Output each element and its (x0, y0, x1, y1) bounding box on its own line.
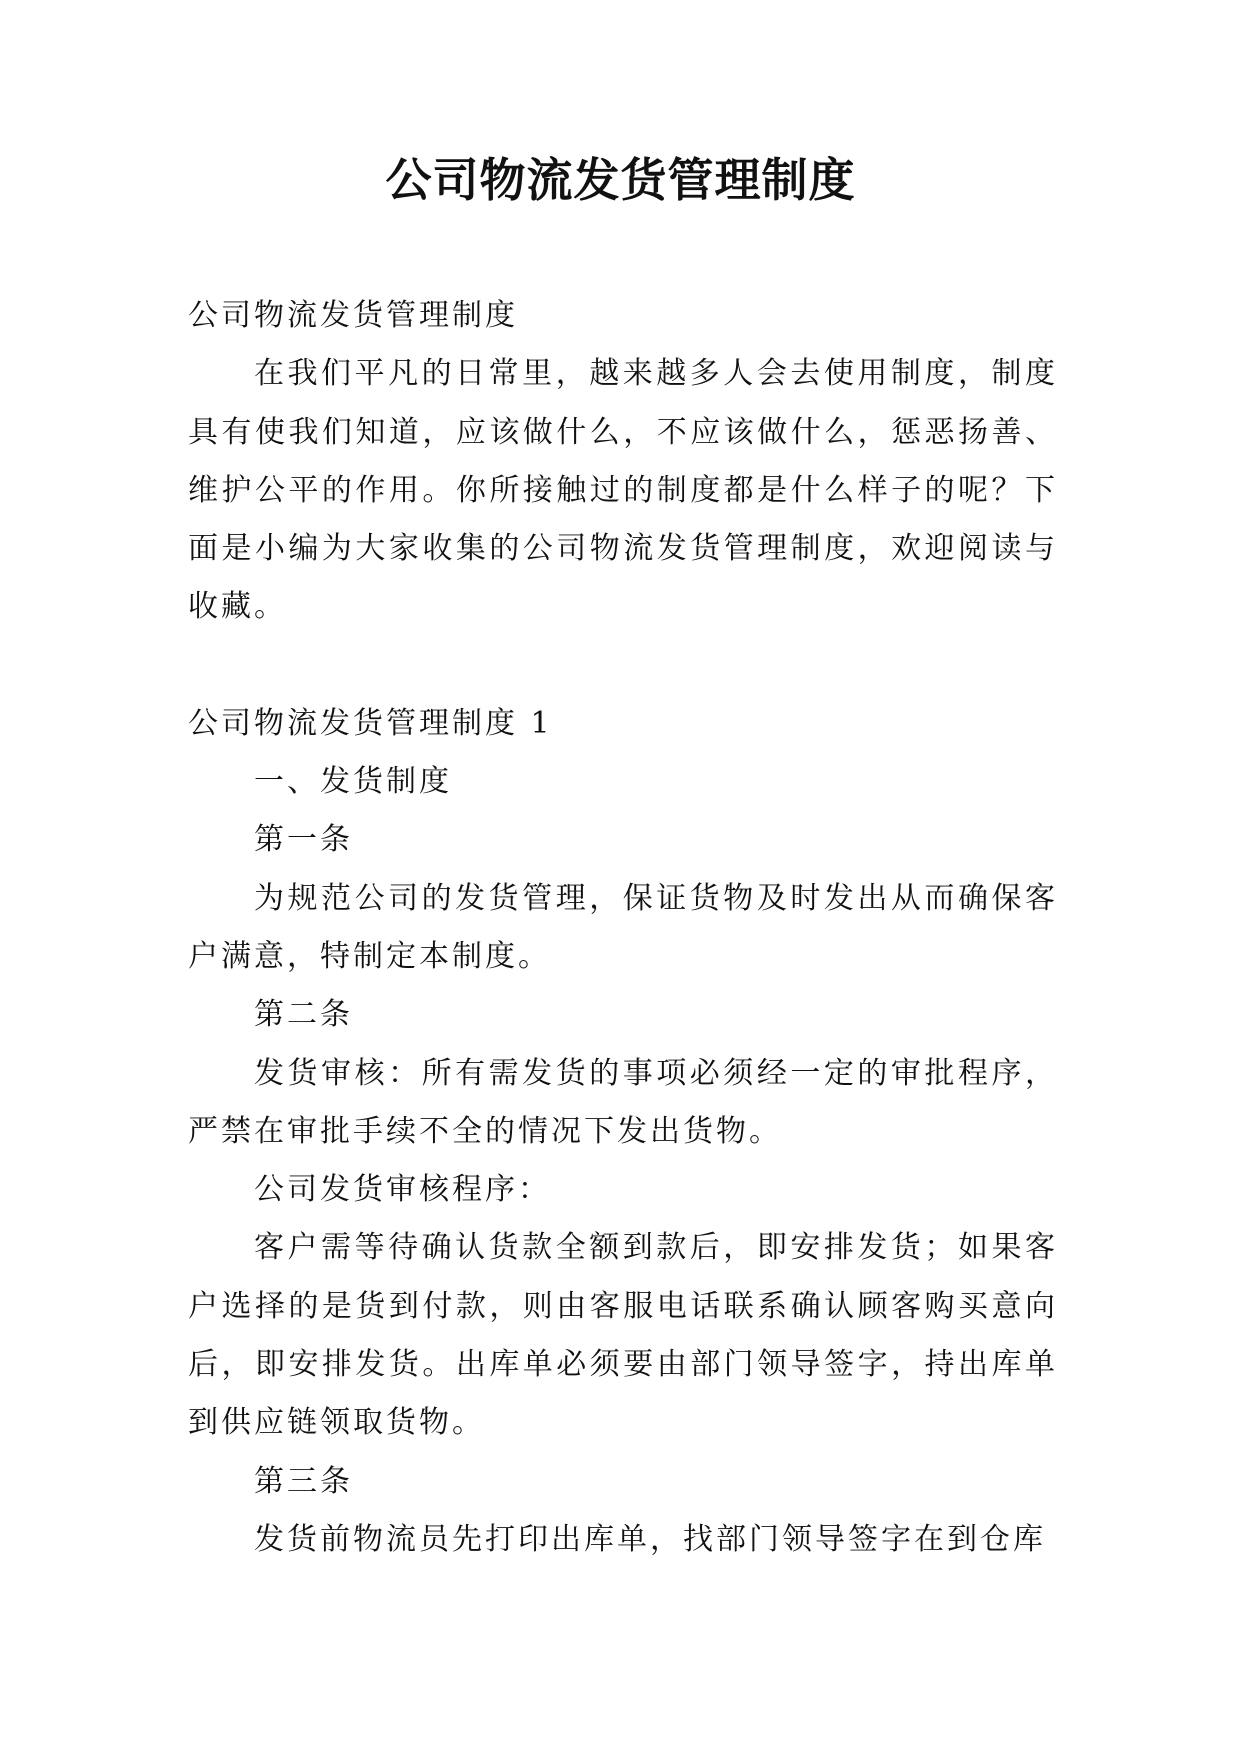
section-heading: 公司物流发货管理制度 1 (188, 705, 553, 741)
section-spacer (188, 637, 1058, 695)
article-1-text: 为规范公司的发货管理，保证货物及时发出从而确保客户满意，特制定本制度。 (188, 880, 1058, 974)
part-heading: 一、发货制度 (254, 764, 452, 800)
review-procedure-text: 客户需等待确认货款全额到款后，即安排发货；如果客户选择的是货到付款，则由客服电话联系确认顾客购买意向后，即安排发货。出库单必须要由部门领导签字，持出库单到供应链领取货物。 (188, 1230, 1058, 1441)
document-subtitle: 公司物流发货管理制度 (188, 298, 518, 333)
article-2-text: 发货审核：所有需发货的事项必须经一定的审批程序，严禁在审批手续不全的情况下发出货物。 (188, 1055, 1058, 1149)
article-2-label: 第二条 (254, 997, 353, 1033)
article-3-text: 发货前物流员先打印出库单，找部门领导签字在到仓库 (254, 1521, 1046, 1557)
review-procedure-heading: 公司发货审核程序： (254, 1172, 551, 1208)
intro-paragraph: 在我们平凡的日常里，越来越多人会去使用制度，制度具有使我们知道，应该做什么，不应该做什么，惩恶扬善、维护公平的作用。你所接触过的制度都是什么样子的呢？下面是小编为大家收集的公司物流发货管理制度，欢迎阅读与收藏。 (188, 356, 1058, 625)
article-1-label: 第一条 (254, 822, 353, 858)
article-3-label: 第三条 (254, 1463, 353, 1499)
document-title: 公司物流发货管理制度 (385, 153, 856, 207)
document-body (188, 287, 1058, 1569)
